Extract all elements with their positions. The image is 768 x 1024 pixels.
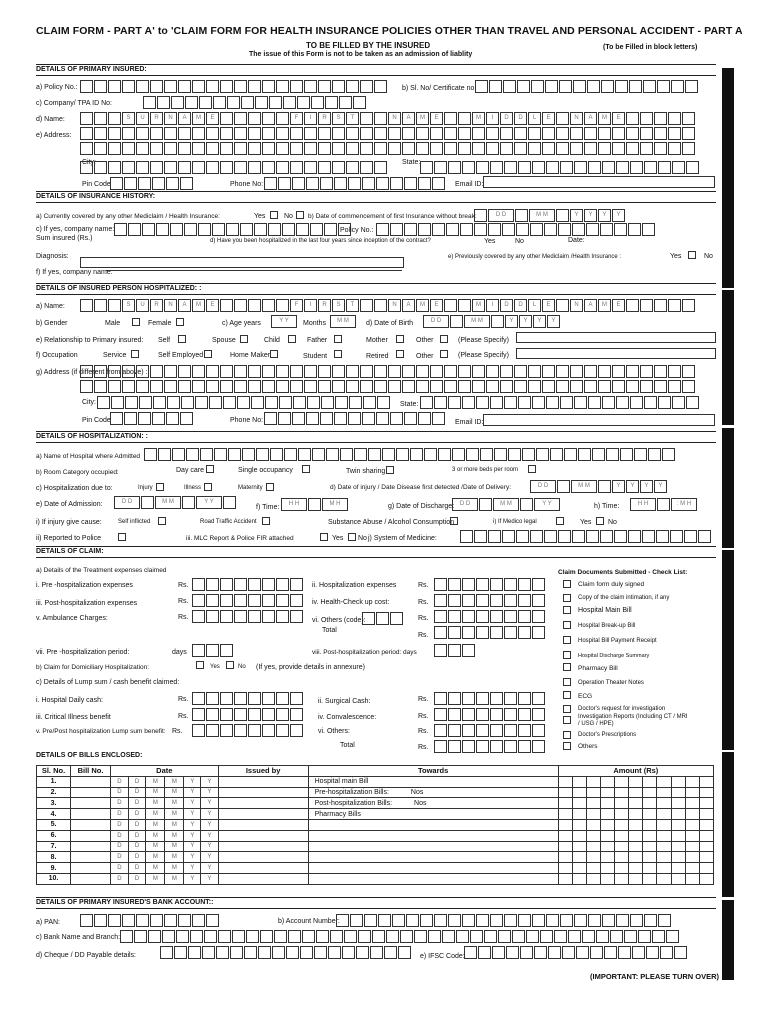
police-checkbox[interactable] bbox=[118, 533, 126, 541]
rel-father-label: Father bbox=[307, 337, 328, 344]
treatment-label: a) Details of the Treatment expenses claimed bbox=[36, 567, 167, 574]
prepost-rs-label: Rs. bbox=[172, 728, 183, 735]
company2-label: f) If yes, company name: bbox=[36, 269, 113, 276]
commence-label: b) Date of commencement of first Insurance without break: bbox=[308, 213, 477, 220]
hosp-no-label: No bbox=[515, 238, 524, 245]
occ-service-label: Service bbox=[103, 352, 127, 359]
section-e-heading: DETAILS OF CLAIM: bbox=[36, 548, 104, 555]
name-label: d) Name: bbox=[36, 116, 65, 123]
occ-service-checkbox[interactable] bbox=[131, 350, 139, 358]
medico-yes-checkbox[interactable] bbox=[596, 517, 604, 525]
email-label: Email ID: bbox=[455, 181, 484, 188]
room-three-label: 3 or more beds per room bbox=[452, 467, 519, 473]
table-row: 8. D D M M Y Y bbox=[37, 852, 714, 863]
room-day-checkbox[interactable] bbox=[206, 465, 214, 473]
room-twin-checkbox[interactable] bbox=[386, 466, 394, 474]
pre-period-boxes[interactable] bbox=[192, 644, 234, 657]
occ-student-label: Student bbox=[303, 353, 328, 360]
divider bbox=[36, 202, 716, 203]
divider bbox=[36, 897, 716, 898]
account-label: b) Account Number: bbox=[278, 918, 340, 925]
checklist-checkbox[interactable] bbox=[563, 651, 571, 659]
post-period-boxes[interactable] bbox=[434, 644, 476, 657]
others-code-label: vi. Others (code): bbox=[312, 617, 366, 624]
policy-no-b-label: Policy No.: bbox=[340, 227, 374, 234]
medicine-label: j) System of Medicine: bbox=[368, 535, 437, 542]
divider bbox=[36, 442, 716, 443]
rel-self-label: Self bbox=[158, 337, 171, 344]
checklist-item: Doctor's Prescriptions bbox=[578, 732, 637, 738]
daily-cash-label: i. Hospital Daily cash: bbox=[36, 697, 103, 704]
pincode-label: Pin Code bbox=[82, 181, 111, 188]
prev-covered-label: e) Previously covered by any other Mediclaim /Health Insurance : bbox=[448, 254, 622, 260]
others-rs-label: Rs. bbox=[418, 615, 429, 622]
total-boxes[interactable] bbox=[434, 626, 546, 639]
divider bbox=[36, 908, 716, 909]
c-phone-label: Phone No: bbox=[230, 417, 264, 424]
others-boxes[interactable] bbox=[434, 610, 546, 623]
occ-selfemp-label: Self Employed bbox=[158, 352, 204, 359]
section-a-label: SECTION A bbox=[724, 112, 731, 150]
checklist-item: Hospital Break-up Bill bbox=[578, 623, 636, 629]
checklist-item: Hospital Discharge Summary bbox=[578, 653, 650, 659]
injury-date-label: d) Date of injury / Date Disease first detected /Date of Delivery: bbox=[330, 484, 511, 491]
rel-spouse-checkbox[interactable] bbox=[240, 335, 248, 343]
rta-checkbox[interactable] bbox=[262, 517, 270, 525]
address-row-1[interactable] bbox=[80, 127, 696, 140]
bills-header-row bbox=[37, 766, 714, 777]
cheque-boxes[interactable] bbox=[160, 946, 412, 959]
total2-label: Total bbox=[340, 742, 355, 749]
c-city-boxes[interactable] bbox=[97, 396, 391, 409]
divider bbox=[36, 75, 716, 76]
occ-other-label: Other bbox=[416, 353, 434, 360]
section-b-label: SECTION B bbox=[724, 220, 731, 259]
col-slno: Sl. No. bbox=[37, 766, 71, 777]
room-day-label: Day care bbox=[176, 467, 205, 474]
form-note: The issue of this Form is not to be taken as an admission of liablity bbox=[249, 51, 473, 58]
dom-no-label: No bbox=[238, 664, 246, 670]
medicine-boxes[interactable] bbox=[460, 530, 712, 543]
section-c-heading: DETAILS OF INSURED PERSON HOSPITALIZED: : bbox=[36, 285, 202, 292]
checklist-checkbox[interactable] bbox=[563, 621, 571, 629]
checklist-checkbox[interactable] bbox=[563, 716, 571, 724]
checklist-item: Operation Theater Notes bbox=[578, 680, 644, 686]
pan-boxes[interactable] bbox=[80, 914, 220, 927]
divider bbox=[36, 294, 716, 295]
company-label: c) If yes, company name: bbox=[36, 226, 115, 233]
total-label: Total bbox=[322, 627, 337, 634]
ifsc-label: e) IFSC Code: bbox=[420, 953, 465, 960]
occ-student-checkbox[interactable] bbox=[334, 350, 342, 358]
occ-specify-field[interactable] bbox=[516, 348, 716, 359]
amb-rs-label: Rs. bbox=[178, 614, 189, 621]
critical-rs-label: Rs. bbox=[178, 713, 189, 720]
substance-checkbox[interactable] bbox=[450, 517, 458, 525]
room-three-checkbox[interactable] bbox=[528, 465, 536, 473]
checklist-checkbox[interactable] bbox=[563, 594, 571, 602]
prev-yes-label: Yes bbox=[670, 253, 682, 260]
phone-label: Phone No: bbox=[230, 181, 264, 188]
c-name-boxes[interactable]: S U R N A M E F I R S T N A M E M I D D L E N A M E bbox=[80, 299, 696, 312]
phone-boxes[interactable] bbox=[264, 177, 446, 190]
rel-mother-label: Mother bbox=[366, 337, 388, 344]
mlc-no-label: No bbox=[358, 535, 367, 542]
covered-yes-label: Yes bbox=[254, 213, 266, 220]
c-city-label: City: bbox=[82, 399, 96, 406]
form-title: CLAIM FORM - PART A' to 'CLAIM FORM FOR HEALTH INSURANCE POLICIES OTHER THAN TRAVEL AND PERSONAL ACCIDENT - PART A bbox=[36, 25, 743, 37]
table-row: 6. D D M M Y Y bbox=[37, 830, 714, 841]
post-rs-label: Rs. bbox=[178, 598, 189, 605]
checklist-item: ECG bbox=[578, 693, 593, 700]
conval-rs-label: Rs. bbox=[418, 713, 429, 720]
checklist-item: Doctor's request for investigation bbox=[578, 706, 666, 712]
surgical-label: ii. Surgical Cash: bbox=[318, 698, 371, 705]
checklist-checkbox[interactable] bbox=[563, 663, 571, 671]
others2-boxes[interactable] bbox=[434, 724, 546, 737]
female-label: Female bbox=[148, 320, 172, 327]
due-injury-checkbox[interactable] bbox=[156, 483, 164, 491]
months-label: Months bbox=[303, 320, 326, 327]
pincode-boxes[interactable] bbox=[110, 177, 194, 190]
checklist-item: Claim form duly signed bbox=[578, 581, 645, 588]
col-billno: Bill No. bbox=[71, 766, 111, 777]
age-boxes[interactable]: Y Y bbox=[271, 315, 298, 328]
medico-label: i) If Medico legal bbox=[493, 519, 537, 525]
policy-no-boxes[interactable] bbox=[80, 80, 388, 93]
cheque-label: d) Cheque / DD Payable details: bbox=[36, 952, 136, 959]
due-illness-label: Illness bbox=[184, 485, 202, 491]
section-b-heading: DETAILS OF INSURANCE HISTORY: bbox=[36, 193, 156, 200]
room-single-checkbox[interactable] bbox=[302, 465, 310, 473]
covered-yes-checkbox[interactable] bbox=[270, 211, 278, 219]
self-inflicted-checkbox[interactable] bbox=[158, 517, 166, 525]
mlc-checkbox[interactable] bbox=[320, 533, 328, 541]
rta-label: Road Traffic Accident bbox=[200, 519, 257, 525]
prepost-boxes[interactable] bbox=[192, 724, 304, 737]
policy-no-b-boxes[interactable] bbox=[376, 223, 656, 236]
discharge-date-boxes[interactable]: D D M M Y Y bbox=[452, 498, 561, 511]
checklist-title: Claim Documents Submitted - Check List: bbox=[558, 569, 688, 576]
rel-other-label: Other bbox=[416, 337, 434, 344]
prepost-lump-label: v. Pre/Post hospitalization Lump sum benefit: bbox=[36, 728, 166, 735]
hosp-date-label: Date: bbox=[568, 237, 585, 244]
col-date: Date bbox=[111, 766, 219, 777]
section-g-label: SECTION G bbox=[724, 912, 731, 951]
bank-label: c) Bank Name and Branch: bbox=[36, 934, 121, 941]
admission-date-boxes[interactable]: D D M M Y Y bbox=[114, 496, 237, 509]
table-row: 2. D D M M Y Y Pre-hospitalization Bills: Nos bbox=[37, 787, 714, 798]
account-boxes[interactable] bbox=[336, 914, 672, 927]
bank-boxes[interactable] bbox=[120, 930, 680, 943]
col-amount: Amount (Rs) bbox=[558, 766, 713, 777]
table-row: 10. D D M M Y Y bbox=[37, 873, 714, 884]
block-letters-note: (To be Filled in block letters) bbox=[603, 44, 698, 51]
c-state-label: State: bbox=[400, 401, 419, 408]
room-twin-label: Twin sharing bbox=[346, 468, 386, 475]
checklist-checkbox[interactable] bbox=[563, 678, 571, 686]
relationship-label: e) Relationship to Primary insured: bbox=[36, 337, 144, 344]
commence-date-boxes[interactable]: D D M M Y Y Y Y bbox=[474, 209, 626, 222]
dom-checkbox[interactable] bbox=[196, 661, 204, 669]
time2-label: h) Time: bbox=[594, 503, 620, 510]
section-d-label: SECTION D bbox=[724, 470, 731, 509]
c-address-row-1[interactable] bbox=[80, 365, 696, 378]
section-f-label: SECTION F bbox=[724, 790, 731, 828]
occ-retired-checkbox[interactable] bbox=[396, 350, 404, 358]
pan-label: a) PAN: bbox=[36, 919, 60, 926]
checklist-item: Others bbox=[578, 743, 598, 750]
age-label: c) Age years bbox=[222, 320, 261, 327]
company2-field[interactable] bbox=[106, 270, 402, 271]
total-rs-label: Rs. bbox=[418, 632, 429, 639]
total2-rs-label: Rs. bbox=[418, 744, 429, 751]
post-exp-boxes[interactable] bbox=[192, 594, 304, 607]
rel-other-checkbox[interactable] bbox=[440, 335, 448, 343]
table-row: 1. D D M M Y Y Hospital main Bill bbox=[37, 776, 714, 787]
time1-boxes[interactable]: H H M H bbox=[281, 498, 349, 511]
checklist-checkbox[interactable] bbox=[563, 705, 571, 713]
discharge-label: g) Date of Discharge: bbox=[388, 503, 455, 510]
cause-label: i) If injury give cause: bbox=[36, 519, 102, 526]
occ-home-checkbox[interactable] bbox=[270, 350, 278, 358]
months-boxes[interactable]: M M bbox=[330, 315, 357, 328]
hospital-name-boxes[interactable] bbox=[144, 448, 676, 461]
dom-yes-label: Yes bbox=[210, 664, 220, 670]
annexure-label: (If yes, provide details in annexure) bbox=[256, 664, 365, 671]
others2-label: vi. Others: bbox=[318, 728, 350, 735]
state-boxes[interactable] bbox=[420, 161, 700, 174]
c-state-boxes[interactable] bbox=[420, 396, 700, 409]
covered-no-label: No bbox=[284, 213, 293, 220]
section-c-label: SECTION C bbox=[724, 333, 731, 372]
checklist-item: Investigation Reports (Including CT / MRI / USG / HPE) bbox=[578, 714, 688, 727]
lump-label: c) Details of Lump sum / cash benefit claimed: bbox=[36, 679, 180, 686]
hosp-yes-label: Yes bbox=[484, 238, 496, 245]
pre-period-label: vii. Pre -hospitalization period: bbox=[36, 649, 130, 656]
medico-no-label: No bbox=[608, 519, 617, 526]
time2-boxes[interactable]: H H : M H bbox=[630, 498, 698, 511]
health-check-boxes[interactable] bbox=[434, 594, 546, 607]
due-maternity-label: Maternity bbox=[238, 485, 263, 491]
due-label: c) Hospitalization due to: bbox=[36, 485, 113, 492]
address-row-2[interactable] bbox=[80, 142, 696, 155]
city-label: City: bbox=[82, 159, 96, 166]
c-address-row-2[interactable] bbox=[80, 380, 696, 393]
total2-boxes[interactable] bbox=[434, 740, 546, 753]
daily-rs-label: Rs. bbox=[178, 696, 189, 703]
occ-home-label: Home Maker bbox=[230, 352, 271, 359]
occupation-label: f) Occupation bbox=[36, 352, 78, 359]
divider bbox=[36, 431, 716, 432]
self-inflicted-label: Self inflicted bbox=[118, 519, 151, 525]
rel-child-checkbox[interactable] bbox=[288, 335, 296, 343]
covered-no-checkbox[interactable] bbox=[296, 211, 304, 219]
covered-label: a) Currently covered by any other Mediclaim / Health Insurance: bbox=[36, 213, 220, 220]
col-towards: Towards bbox=[308, 766, 558, 777]
sl-no-boxes[interactable] bbox=[475, 80, 699, 93]
hospitalized-label: d) Have you been hospitalized in the last four years since inception of the contract? bbox=[210, 238, 431, 244]
dom-yes-checkbox[interactable] bbox=[226, 661, 234, 669]
admission-label: e) Date of Admission: bbox=[36, 501, 103, 508]
turn-over-note: (IMPORTANT: PLEASE TURN OVER) bbox=[590, 972, 720, 981]
section-a-heading: DETAILS OF PRIMARY INSURED: bbox=[36, 66, 147, 73]
ambulance-boxes[interactable] bbox=[192, 610, 304, 623]
daily-cash-boxes[interactable] bbox=[192, 692, 304, 705]
post-period-label: viii. Post-hospitalization period: days bbox=[312, 649, 417, 656]
female-checkbox[interactable] bbox=[176, 318, 184, 326]
table-row: 4. D D M M Y Y Pharmacy Bills bbox=[37, 809, 714, 820]
rel-child-label: Child bbox=[264, 337, 280, 344]
rel-specify-field[interactable] bbox=[516, 332, 716, 343]
bills-table bbox=[36, 765, 714, 885]
due-illness-checkbox[interactable] bbox=[204, 483, 212, 491]
table-row: 5. D D M M Y Y bbox=[37, 819, 714, 830]
gender-label: b) Gender bbox=[36, 320, 68, 327]
room-label: b) Room Category occupied: bbox=[36, 469, 119, 476]
pre-rs-label: Rs. bbox=[178, 582, 189, 589]
hospital-name-label: a) Name of Hospital where Admitted bbox=[36, 453, 141, 460]
others-code-boxes[interactable] bbox=[362, 612, 404, 625]
section-f-heading: DETAILS OF BILLS ENCLOSED: bbox=[36, 752, 143, 759]
medico-yes-label: Yes bbox=[580, 519, 592, 526]
sl-no-label: b) Sl. No/ Certificate no. bbox=[402, 85, 477, 92]
checklist-checkbox[interactable] bbox=[563, 742, 571, 750]
medico-checkbox[interactable] bbox=[556, 517, 564, 525]
policy-no-label: a) Policy No.: bbox=[36, 84, 78, 91]
health-check-label: iv. Health-Check up cost: bbox=[312, 599, 390, 606]
critical-label: iii. Critical Illness benefit bbox=[36, 714, 111, 721]
section-e-label: SECTION E bbox=[724, 632, 731, 670]
rel-mother-checkbox[interactable] bbox=[396, 335, 404, 343]
divider bbox=[36, 546, 716, 547]
mlc-label: iii. MLC Report & Police FIR attached bbox=[186, 535, 294, 542]
due-maternity-checkbox[interactable] bbox=[266, 483, 274, 491]
c-phone-boxes[interactable] bbox=[264, 412, 446, 425]
c-email-field[interactable] bbox=[483, 414, 715, 426]
email-field[interactable] bbox=[483, 176, 715, 188]
hosp-exp-boxes[interactable] bbox=[434, 578, 546, 591]
occ-retired-label: Retired bbox=[366, 353, 389, 360]
others2-rs-label: Rs. bbox=[418, 728, 429, 735]
rel-father-checkbox[interactable] bbox=[334, 335, 342, 343]
pre-days-label: days bbox=[172, 649, 187, 656]
rel-specify-label: (Please Specify) bbox=[458, 337, 509, 344]
c-name-label: a) Name: bbox=[36, 303, 65, 310]
critical-boxes[interactable] bbox=[192, 708, 304, 721]
tpa-label: c) Company/ TPA ID No: bbox=[36, 100, 112, 107]
ambulance-label: v. Ambulance Charges: bbox=[36, 615, 108, 622]
col-issued: Issued by bbox=[218, 766, 308, 777]
table-row: 9. D D M M Y Y bbox=[37, 863, 714, 874]
section-d-heading: DETAILS OF HOSPITALIZATION: : bbox=[36, 433, 148, 440]
diagnosis-label: Diagnosis: bbox=[36, 253, 69, 260]
name-boxes[interactable]: S U R N A M E F I R S T N A M E M I D D L E N A M E bbox=[80, 112, 696, 125]
checklist-checkbox[interactable] bbox=[563, 731, 571, 739]
checklist-checkbox[interactable] bbox=[563, 636, 571, 644]
substance-label: Substance Abuse / Alcohol Consumption bbox=[328, 519, 455, 526]
checklist-item: Copy of the claim intimation, if any bbox=[578, 595, 670, 601]
mlc-yes-label: Yes bbox=[332, 535, 344, 542]
divider bbox=[36, 64, 716, 65]
prev-no-label: No bbox=[704, 253, 713, 260]
divider bbox=[36, 557, 716, 558]
checklist-checkbox[interactable] bbox=[563, 691, 571, 699]
diagnosis-field[interactable] bbox=[80, 257, 404, 268]
company-boxes[interactable] bbox=[114, 223, 352, 236]
occ-selfemp-checkbox[interactable] bbox=[204, 350, 212, 358]
form-subtitle: TO BE FILLED BY THE INSURED bbox=[306, 41, 431, 50]
occ-specify-label: (Please Specify) bbox=[458, 352, 509, 359]
checklist-checkbox[interactable] bbox=[563, 606, 571, 614]
mlc-yes-checkbox[interactable] bbox=[348, 533, 356, 541]
rel-self-checkbox[interactable] bbox=[178, 335, 186, 343]
ifsc-boxes[interactable] bbox=[464, 946, 688, 959]
convalescence-label: iv. Convalescence: bbox=[318, 714, 377, 721]
divider bbox=[36, 283, 716, 284]
health-rs-label: Rs. bbox=[418, 599, 429, 606]
address-label: e) Address: bbox=[36, 132, 72, 139]
checklist-checkbox[interactable] bbox=[563, 580, 571, 588]
hosp-exp-label: ii. Hospitalization expenses bbox=[312, 582, 397, 589]
pre-exp-boxes[interactable] bbox=[192, 578, 304, 591]
c-email-label: Email ID: bbox=[455, 419, 484, 426]
time1-label: f) Time: bbox=[256, 504, 280, 511]
male-checkbox[interactable] bbox=[132, 318, 140, 326]
checklist-item: Hospital Bill Payment Receipt bbox=[578, 638, 657, 644]
section-g-heading: DETAILS OF PRIMARY INSURED'S BANK ACCOUNT:: bbox=[36, 899, 214, 906]
room-single-label: Single occupancy bbox=[238, 467, 293, 474]
table-row: 7. D D M M Y Y bbox=[37, 841, 714, 852]
table-row: 3. D D M M Y Y Post-hospitalization Bills: Nos bbox=[37, 798, 714, 809]
checklist-item: Pharmacy Bill bbox=[578, 665, 618, 672]
c-pincode-boxes[interactable] bbox=[110, 412, 194, 425]
divider bbox=[36, 191, 716, 192]
convalescence-boxes[interactable] bbox=[434, 708, 546, 721]
injury-date-boxes[interactable]: D D M M Y Y Y Y bbox=[530, 480, 668, 493]
pre-exp-label: i. Pre -hospitalization expenses bbox=[36, 582, 133, 589]
occ-other-checkbox[interactable] bbox=[440, 350, 448, 358]
sum-insured-label: Sum insured (Rs.) bbox=[36, 235, 93, 242]
surgical-rs-label: Rs. bbox=[418, 696, 429, 703]
city-boxes[interactable] bbox=[80, 161, 388, 174]
c-address-label: g) Address (if different from above) : bbox=[36, 369, 148, 376]
dob-boxes[interactable]: D D M M Y Y Y Y bbox=[423, 315, 561, 328]
surgical-boxes[interactable] bbox=[434, 692, 546, 705]
police-label: ii) Reported to Police bbox=[36, 535, 101, 542]
domiciliary-label: b) Claim for Domiciliary Hospitalization: bbox=[36, 664, 150, 671]
hosp-rs-label: Rs. bbox=[418, 582, 429, 589]
post-exp-label: iii. Post-hospitalization expenses bbox=[36, 600, 138, 607]
tpa-boxes[interactable] bbox=[143, 96, 367, 109]
rel-spouse-label: Spouse bbox=[212, 337, 236, 344]
prev-yes-checkbox[interactable] bbox=[688, 251, 696, 259]
dob-label: d) Date of Birth bbox=[366, 320, 414, 327]
c-pincode-label: Pin Code bbox=[82, 417, 111, 424]
male-label: Male bbox=[105, 320, 121, 327]
state-label: State: bbox=[402, 159, 421, 166]
due-injury-label: Injury bbox=[138, 485, 153, 491]
checklist-item: Hospital Main Bill bbox=[578, 607, 632, 614]
